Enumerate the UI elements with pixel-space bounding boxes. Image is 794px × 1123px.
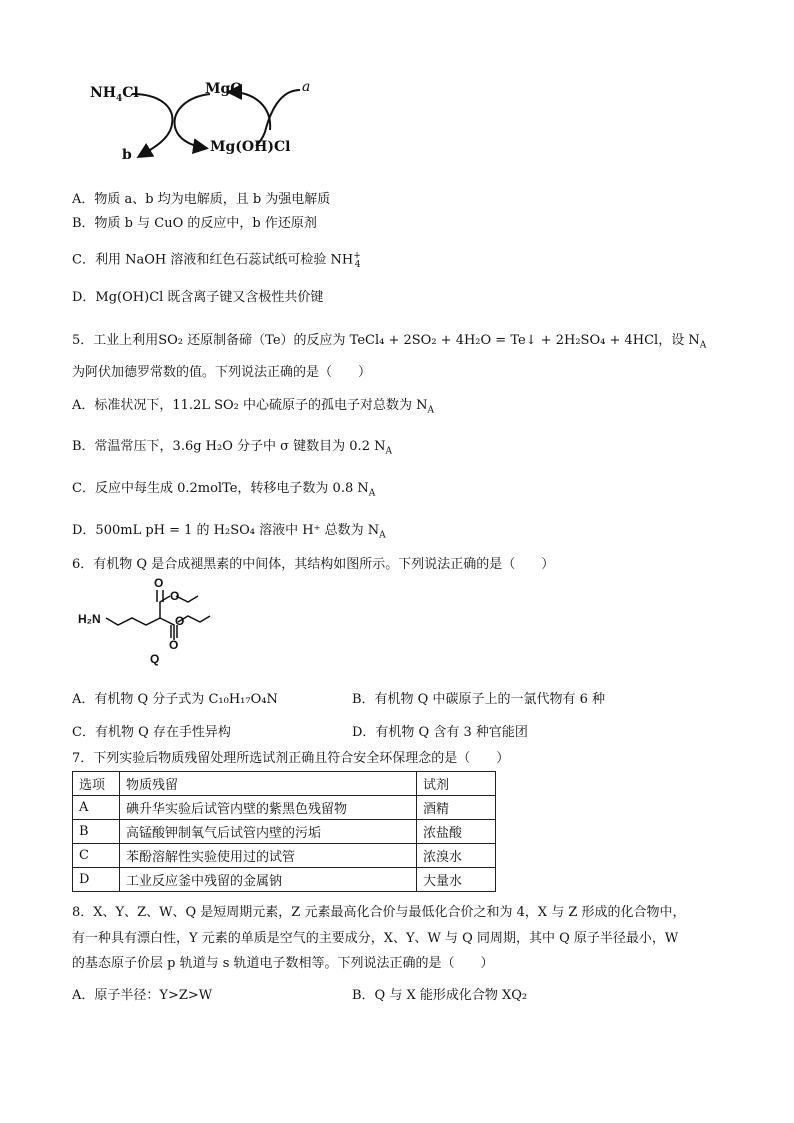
q5-stem-line2: 为阿伏加德罗常数的值。下列说法正确的是（ ）	[72, 365, 372, 380]
q6-stem: 6．有机物 Q 是合成褪黑素的中间体，其结构如图所示。下列说法正确的是（ ）	[72, 557, 555, 572]
table-cell: 苯酚溶解性实验使用过的试管	[120, 844, 417, 868]
q8-stem-line1: 8．X、Y、Z、W、Q 是短周期元素，Z 元素最高化合价与最低化合价之和为 4，X 与 Z 形成的化合物中，	[72, 905, 686, 920]
q5-option-c: C．反应中每生成 0.2molTe，转移电子数为 0.8 $N_A$	[72, 481, 376, 499]
q5-option-d: D．500mL pH = 1 的 H₂SO₄ 溶液中 H⁺ 总数为 $N_A$	[72, 523, 386, 541]
table-header: 物质残留	[120, 772, 417, 796]
reaction-cycle-diagram	[80, 72, 340, 172]
o-label-bottom: O	[169, 638, 179, 652]
q4-option-a: A．物质 a、b 均为电解质，且 b 为强电解质	[72, 192, 331, 207]
q4-option-d: D．Mg(OH)Cl 既含离子键又含极性共价键	[72, 290, 324, 305]
table-cell: 浓盐酸	[417, 820, 496, 844]
table-cell: 工业反应釜中残留的金属钠	[120, 868, 417, 892]
q8-stem-line3: 的基态原子价层 p 轨道与 s 轨道电子数相等。下列说法正确的是（ ）	[72, 956, 494, 971]
table-header: 试剂	[417, 772, 496, 796]
table-row	[73, 844, 496, 868]
q4-option-b: B．物质 b 与 CuO 的反应中，b 作还原剂	[72, 216, 317, 231]
a-label: a	[302, 79, 311, 95]
q6-option-d: D．有机物 Q 含有 3 种官能团	[352, 725, 528, 740]
nh4cl-label: $NH_4Cl$	[90, 85, 139, 104]
mgo-label: MgO	[205, 81, 243, 97]
table-row	[73, 820, 496, 844]
o-label-ester1: O	[170, 589, 180, 603]
q6-option-c: C．有机物 Q 存在手性异构	[72, 725, 231, 740]
q8-option-b: B．Q 与 X 能形成化合物 XQ₂	[352, 988, 528, 1003]
table-header: 选项	[73, 772, 120, 796]
o-label-top: O	[154, 576, 164, 590]
q6-option-b: B．有机物 Q 中碳原子上的一氯代物有 6 种	[352, 692, 606, 707]
q8-option-a: A．原子半径：Y>Z>W	[72, 988, 213, 1003]
table-header-row	[73, 772, 496, 796]
table-cell: 碘升华实验后试管内壁的紫黑色残留物	[120, 796, 417, 820]
q5-stem-line1: 5．工业上利用SO₂ 还原制备碲（Te）的反应为 TeCl₄ + 2SO₂ + 4H₂O = Te↓ + 2H₂SO₄ + 4HCl，设 $N_A$	[72, 333, 707, 351]
table-cell: 浓溴水	[417, 844, 496, 868]
table-cell: A	[73, 796, 120, 820]
q5-option-b: B．常温常压下，3.6g H₂O 分子中 σ 键数目为 0.2 $N_A$	[72, 439, 392, 457]
table-cell: 酒精	[417, 796, 496, 820]
table-row	[73, 868, 496, 892]
table-row	[73, 796, 496, 820]
q8-stem-line2: 有一种具有漂白性，Y 元素的单质是空气的主要成分，X、Y、W 与 Q 同周期，其中 Q 原子半径最小，W	[72, 931, 679, 946]
q5-option-a: A．标准状况下，11.2L SO₂ 中心硫原子的孤电子对总数为 $N_A$	[72, 398, 435, 416]
mgohcl-label: Mg(OH)Cl	[210, 139, 291, 155]
b-label: b	[122, 147, 132, 163]
table-cell: D	[73, 868, 120, 892]
table-cell: C	[73, 844, 120, 868]
q-label: Q	[150, 652, 160, 666]
table-cell: 高锰酸钾制氧气后试管内壁的污垢	[120, 820, 417, 844]
o-label-ester2: O	[175, 614, 185, 628]
q6-structure	[78, 576, 238, 670]
q4-option-c: C．利用 NaOH 溶液和红色石蕊试纸可检验 $NH^+_4$	[72, 251, 361, 270]
table-cell: B	[73, 820, 120, 844]
q6-option-a: A．有机物 Q 分子式为 C₁₀H₁₇O₄N	[72, 692, 278, 707]
h2n-label: H₂N	[78, 612, 101, 626]
table-cell: 大量水	[417, 868, 496, 892]
q7-table	[72, 771, 496, 892]
q7-stem: 7．下列实验后物质残留处理所选试剂正确且符合安全环保理念的是（ ）	[72, 751, 510, 766]
